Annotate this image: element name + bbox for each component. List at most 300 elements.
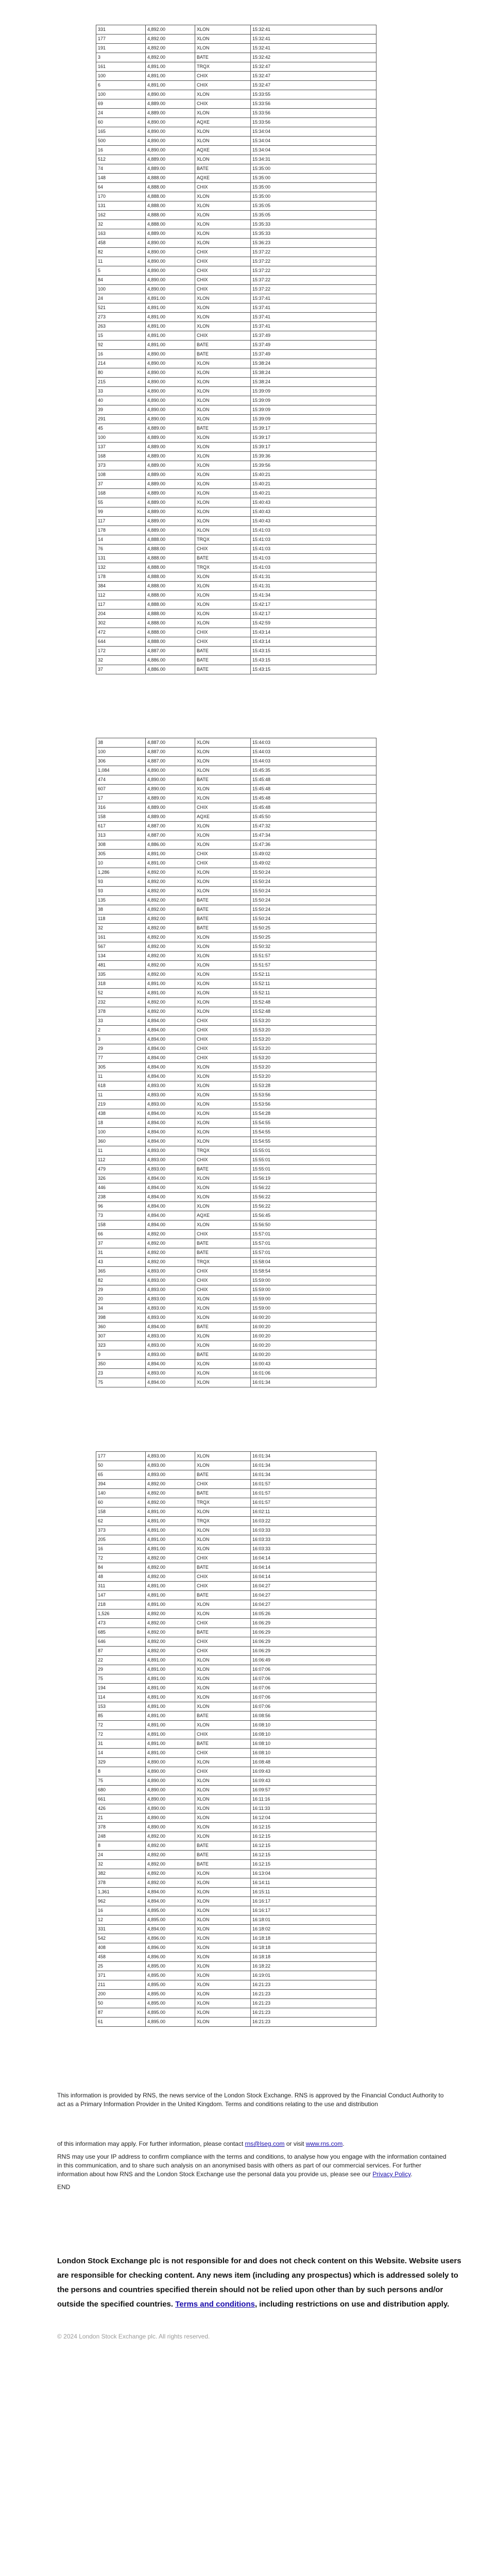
volume-cell: 38 [96, 738, 146, 748]
volume-cell: 479 [96, 1165, 146, 1174]
time-cell: 16:11:33 [251, 1804, 376, 1814]
table-row [96, 294, 376, 303]
time-cell: 15:42:59 [251, 619, 376, 628]
venue-cell: CHIX [195, 81, 251, 90]
time-cell: 15:43:15 [251, 656, 376, 665]
venue-cell: XLON [195, 1897, 251, 1906]
table-row [96, 1702, 376, 1711]
venue-cell: XLON [195, 1183, 251, 1193]
volume-cell: 72 [96, 1730, 146, 1739]
volume-cell: 92 [96, 341, 146, 350]
volume-cell: 14 [96, 535, 146, 545]
venue-cell: XLON [195, 201, 251, 211]
price-cell: 4,891.00 [146, 1749, 195, 1758]
table-row [96, 1869, 376, 1878]
table-row [96, 239, 376, 248]
venue-cell: XLON [195, 322, 251, 331]
venue-cell: BATE [195, 1860, 251, 1869]
table-row [96, 563, 376, 572]
venue-cell: XLON [195, 461, 251, 470]
price-cell: 4,894.00 [146, 1888, 195, 1897]
price-cell: 4,890.00 [146, 415, 195, 424]
table-row [96, 979, 376, 989]
time-cell: 16:03:33 [251, 1535, 376, 1545]
volume-cell: 100 [96, 72, 146, 81]
table-row [96, 415, 376, 424]
price-cell: 4,888.00 [146, 201, 195, 211]
price-cell: 4,888.00 [146, 192, 195, 201]
venue-cell: BATE [195, 350, 251, 359]
time-cell: 15:37:22 [251, 276, 376, 285]
volume-cell: 305 [96, 1063, 146, 1072]
price-cell: 4,887.00 [146, 738, 195, 748]
table-row [96, 99, 376, 109]
time-cell: 15:37:22 [251, 257, 376, 266]
time-cell: 15:39:09 [251, 396, 376, 405]
volume-cell: 326 [96, 1174, 146, 1183]
table-row [96, 1016, 376, 1026]
venue-cell: XLON [195, 1888, 251, 1897]
price-cell: 4,889.00 [146, 433, 195, 443]
price-cell: 4,889.00 [146, 470, 195, 480]
time-cell: 15:49:02 [251, 859, 376, 868]
volume-cell: 29 [96, 1044, 146, 1054]
venue-cell: CHIX [195, 99, 251, 109]
volume-cell: 302 [96, 619, 146, 628]
price-cell: 4,893.00 [146, 1461, 195, 1470]
time-cell: 16:18:01 [251, 1916, 376, 1925]
volume-cell: 100 [96, 433, 146, 443]
time-cell: 15:47:36 [251, 840, 376, 850]
volume-cell: 32 [96, 924, 146, 933]
volume-cell: 331 [96, 1925, 146, 1934]
price-cell: 4,889.00 [146, 812, 195, 822]
venue-cell: TRQX [195, 563, 251, 572]
table-row [96, 812, 376, 822]
time-cell: 15:50:24 [251, 887, 376, 896]
table-row [96, 35, 376, 44]
venue-cell: XLON [195, 1776, 251, 1786]
time-cell: 16:21:23 [251, 1999, 376, 2008]
price-cell: 4,894.00 [146, 1925, 195, 1934]
table-row [96, 628, 376, 637]
time-cell: 15:52:11 [251, 979, 376, 989]
venue-cell: XLON [195, 1128, 251, 1137]
time-cell: 16:19:01 [251, 1971, 376, 1980]
time-cell: 15:55:01 [251, 1156, 376, 1165]
volume-cell: 62 [96, 1517, 146, 1526]
venue-cell: CHIX [195, 257, 251, 266]
table-row [96, 368, 376, 378]
time-cell: 16:12:15 [251, 1860, 376, 1869]
table-row [96, 1239, 376, 1248]
price-cell: 4,887.00 [146, 831, 195, 840]
table-row [96, 775, 376, 785]
venue-cell: BATE [195, 656, 251, 665]
time-cell: 15:47:34 [251, 831, 376, 840]
venue-cell: XLON [195, 609, 251, 619]
volume-cell: 218 [96, 1600, 146, 1609]
price-cell: 4,887.00 [146, 748, 195, 757]
price-cell: 4,894.00 [146, 1128, 195, 1137]
venue-cell: XLON [195, 507, 251, 517]
table-row [96, 1378, 376, 1387]
venue-cell: XLON [195, 452, 251, 461]
price-cell: 4,891.00 [146, 1517, 195, 1526]
venue-cell: XLON [195, 1063, 251, 1072]
trades-table-1 [96, 25, 376, 674]
volume-cell: 24 [96, 109, 146, 118]
price-cell: 4,894.00 [146, 1035, 195, 1044]
table-row [96, 72, 376, 81]
time-cell: 15:54:55 [251, 1118, 376, 1128]
volume-cell: 23 [96, 1369, 146, 1378]
time-cell: 15:50:25 [251, 924, 376, 933]
venue-cell: XLON [195, 127, 251, 137]
price-cell: 4,886.00 [146, 665, 195, 674]
time-cell: 15:45:48 [251, 794, 376, 803]
volume-cell: 273 [96, 313, 146, 322]
volume-cell: 172 [96, 647, 146, 656]
table-row [96, 591, 376, 600]
venue-cell: XLON [195, 970, 251, 979]
price-cell: 4,892.00 [146, 1572, 195, 1582]
price-cell: 4,891.00 [146, 1526, 195, 1535]
volume-cell: 178 [96, 572, 146, 582]
price-cell: 4,891.00 [146, 62, 195, 72]
volume-cell: 11 [96, 1091, 146, 1100]
volume-cell: 15 [96, 331, 146, 341]
time-cell: 15:39:09 [251, 415, 376, 424]
time-cell: 16:08:48 [251, 1758, 376, 1767]
volume-cell: 308 [96, 840, 146, 850]
table-row [96, 266, 376, 276]
time-cell: 16:21:23 [251, 2018, 376, 2027]
price-cell: 4,895.00 [146, 1980, 195, 1990]
price-cell: 4,890.00 [146, 276, 195, 285]
volume-cell: 75 [96, 1674, 146, 1684]
terms-and-conditions-link[interactable]: Terms and conditions [175, 2300, 255, 2309]
price-cell: 4,890.00 [146, 1823, 195, 1832]
price-cell: 4,893.00 [146, 1267, 195, 1276]
time-cell: 16:18:18 [251, 1943, 376, 1953]
price-cell: 4,890.00 [146, 90, 195, 99]
volume-cell: 43 [96, 1258, 146, 1267]
price-cell: 4,890.00 [146, 396, 195, 405]
time-cell: 16:08:10 [251, 1721, 376, 1730]
volume-cell: 11 [96, 257, 146, 266]
table-row [96, 1674, 376, 1684]
time-cell: 15:50:25 [251, 933, 376, 942]
price-cell: 4,890.00 [146, 387, 195, 396]
venue-cell: XLON [195, 1304, 251, 1313]
price-cell: 4,891.00 [146, 1684, 195, 1693]
time-cell: 15:41:03 [251, 545, 376, 554]
venue-cell: XLON [195, 1943, 251, 1953]
price-cell: 4,894.00 [146, 1054, 195, 1063]
price-cell: 4,891.00 [146, 294, 195, 303]
price-cell: 4,892.00 [146, 914, 195, 924]
table-row [96, 1350, 376, 1360]
price-cell: 4,889.00 [146, 461, 195, 470]
venue-cell: XLON [195, 368, 251, 378]
table-row [96, 1572, 376, 1582]
table-row [96, 1517, 376, 1526]
time-cell: 15:53:20 [251, 1035, 376, 1044]
table-row [96, 1109, 376, 1118]
time-cell: 15:32:41 [251, 25, 376, 35]
price-cell: 4,892.00 [146, 1554, 195, 1563]
table-row [96, 127, 376, 137]
volume-cell: 8 [96, 1841, 146, 1851]
venue-cell: CHIX [195, 1619, 251, 1628]
table-row [96, 1758, 376, 1767]
volume-cell: 52 [96, 989, 146, 998]
price-cell: 4,893.00 [146, 1285, 195, 1295]
time-cell: 16:14:11 [251, 1878, 376, 1888]
venue-cell: XLON [195, 1934, 251, 1943]
time-cell: 16:09:43 [251, 1776, 376, 1786]
price-cell: 4,891.00 [146, 1693, 195, 1702]
table-row [96, 1193, 376, 1202]
venue-cell: XLON [195, 415, 251, 424]
time-cell: 15:33:55 [251, 90, 376, 99]
venue-cell: AQXE [195, 1211, 251, 1221]
price-cell: 4,892.00 [146, 1248, 195, 1258]
volume-cell: 291 [96, 415, 146, 424]
time-cell: 16:16:17 [251, 1906, 376, 1916]
table-row [96, 1248, 376, 1258]
time-cell: 15:40:21 [251, 489, 376, 498]
table-row [96, 1786, 376, 1795]
table-row [96, 1776, 376, 1786]
price-cell: 4,892.00 [146, 1878, 195, 1888]
time-cell: 15:33:56 [251, 109, 376, 118]
table-row [96, 1906, 376, 1916]
volume-cell: 680 [96, 1786, 146, 1795]
volume-cell: 148 [96, 174, 146, 183]
price-cell: 4,893.00 [146, 1146, 195, 1156]
venue-cell: XLON [195, 1971, 251, 1980]
volume-cell: 10 [96, 859, 146, 868]
venue-cell: BATE [195, 775, 251, 785]
privacy-policy-link[interactable]: Privacy Policy [372, 2171, 411, 2178]
venue-cell: XLON [195, 155, 251, 164]
contact-email-link[interactable]: rns@lseg.com [245, 2140, 285, 2147]
price-cell: 4,890.00 [146, 405, 195, 415]
venue-cell: XLON [195, 933, 251, 942]
volume-cell: 37 [96, 665, 146, 674]
price-cell: 4,892.00 [146, 1239, 195, 1248]
price-cell: 4,888.00 [146, 545, 195, 554]
venue-cell: TRQX [195, 535, 251, 545]
venue-cell: CHIX [195, 1647, 251, 1656]
price-cell: 4,890.00 [146, 378, 195, 387]
venue-cell: XLON [195, 1804, 251, 1814]
volume-cell: 6 [96, 81, 146, 90]
volume-cell: 382 [96, 1869, 146, 1878]
venue-cell: XLON [195, 1081, 251, 1091]
table-row [96, 443, 376, 452]
table-row [96, 998, 376, 1007]
table-row [96, 1897, 376, 1906]
volume-cell: 211 [96, 1980, 146, 1990]
volume-cell: 72 [96, 1554, 146, 1563]
table-row [96, 1480, 376, 1489]
volume-cell: 607 [96, 785, 146, 794]
volume-cell: 64 [96, 183, 146, 192]
table-row [96, 1323, 376, 1332]
venue-cell: XLON [195, 294, 251, 303]
table-row [96, 424, 376, 433]
volume-cell: 37 [96, 1239, 146, 1248]
table-row [96, 1656, 376, 1665]
venue-cell: CHIX [195, 1230, 251, 1239]
time-cell: 15:45:48 [251, 785, 376, 794]
price-cell: 4,893.00 [146, 1276, 195, 1285]
rns-website-link[interactable]: www.rns.com [305, 2140, 343, 2147]
time-cell: 15:56:45 [251, 1211, 376, 1221]
volume-cell: 168 [96, 489, 146, 498]
volume-cell: 33 [96, 1016, 146, 1026]
volume-cell: 135 [96, 896, 146, 905]
venue-cell: XLON [195, 2018, 251, 2027]
time-cell: 15:32:47 [251, 72, 376, 81]
venue-cell: BATE [195, 164, 251, 174]
venue-cell: BATE [195, 665, 251, 674]
price-cell: 4,890.00 [146, 775, 195, 785]
time-cell: 16:06:29 [251, 1637, 376, 1647]
notice-text: . [342, 2140, 345, 2147]
time-cell: 15:36:23 [251, 239, 376, 248]
volume-cell: 112 [96, 591, 146, 600]
time-cell: 16:04:14 [251, 1554, 376, 1563]
volume-cell: 335 [96, 970, 146, 979]
volume-cell: 311 [96, 1582, 146, 1591]
venue-cell: XLON [195, 1545, 251, 1554]
price-cell: 4,894.00 [146, 1211, 195, 1221]
volume-cell: 481 [96, 961, 146, 970]
time-cell: 15:58:04 [251, 1258, 376, 1267]
price-cell: 4,892.00 [146, 933, 195, 942]
table-row [96, 1211, 376, 1221]
venue-cell: BATE [195, 341, 251, 350]
time-cell: 16:00:20 [251, 1323, 376, 1332]
time-cell: 15:42:17 [251, 609, 376, 619]
price-cell: 4,890.00 [146, 137, 195, 146]
table-row [96, 313, 376, 322]
volume-cell: 82 [96, 248, 146, 257]
time-cell: 16:00:20 [251, 1332, 376, 1341]
price-cell: 4,891.00 [146, 1702, 195, 1711]
time-cell: 15:39:17 [251, 443, 376, 452]
volume-cell: 65 [96, 1470, 146, 1480]
time-cell: 16:16:17 [251, 1897, 376, 1906]
venue-cell: XLON [195, 822, 251, 831]
venue-cell: BATE [195, 914, 251, 924]
price-cell: 4,895.00 [146, 2018, 195, 2027]
volume-cell: 25 [96, 1962, 146, 1971]
venue-cell: BATE [195, 1323, 251, 1332]
time-cell: 15:37:22 [251, 285, 376, 294]
venue-cell: XLON [195, 396, 251, 405]
venue-cell: TRQX [195, 1517, 251, 1526]
time-cell: 15:39:36 [251, 452, 376, 461]
volume-cell: 37 [96, 480, 146, 489]
table-row [96, 1619, 376, 1628]
time-cell: 15:50:32 [251, 942, 376, 952]
table-row [96, 1026, 376, 1035]
table-row [96, 1489, 376, 1498]
time-cell: 16:07:06 [251, 1684, 376, 1693]
table-row [96, 192, 376, 201]
notice-paragraph-2 [57, 2140, 449, 2148]
time-cell: 16:09:43 [251, 1767, 376, 1776]
time-cell: 15:44:03 [251, 748, 376, 757]
table-row [96, 1258, 376, 1267]
venue-cell: BATE [195, 1350, 251, 1360]
volume-cell: 162 [96, 211, 146, 220]
venue-cell: BATE [195, 554, 251, 563]
table-row [96, 81, 376, 90]
volume-cell: 215 [96, 378, 146, 387]
price-cell: 4,888.00 [146, 174, 195, 183]
volume-cell: 313 [96, 831, 146, 840]
price-cell: 4,892.00 [146, 1489, 195, 1498]
time-cell: 15:53:56 [251, 1100, 376, 1109]
venue-cell: XLON [195, 1118, 251, 1128]
notice-paragraph-1: This information is provided by RNS, the news service of the London Stock Exchange. RNS is approved by the Financial Conduct Authority to act as a Primary Information Provider in the United Kingdom. Terms and conditions relating to the use and distribution [57, 2092, 444, 2108]
volume-cell: 177 [96, 1452, 146, 1461]
venue-cell: XLON [195, 25, 251, 35]
volume-cell: 99 [96, 507, 146, 517]
time-cell: 15:40:43 [251, 498, 376, 507]
table-row [96, 850, 376, 859]
price-cell: 4,892.00 [146, 25, 195, 35]
venue-cell: CHIX [195, 628, 251, 637]
table-row [96, 1934, 376, 1943]
volume-cell: 40 [96, 396, 146, 405]
venue-cell: BATE [195, 647, 251, 656]
time-cell: 16:01:34 [251, 1452, 376, 1461]
venue-cell: CHIX [195, 803, 251, 812]
volume-cell: 118 [96, 914, 146, 924]
volume-cell: 378 [96, 1007, 146, 1016]
table-row [96, 1749, 376, 1758]
price-cell: 4,892.00 [146, 1860, 195, 1869]
price-cell: 4,891.00 [146, 1730, 195, 1739]
end-marker: END [57, 2183, 71, 2191]
volume-cell: 85 [96, 1711, 146, 1721]
time-cell: 15:34:04 [251, 137, 376, 146]
price-cell: 4,888.00 [146, 637, 195, 647]
price-cell: 4,893.00 [146, 1100, 195, 1109]
price-cell: 4,891.00 [146, 979, 195, 989]
venue-cell: CHIX [195, 285, 251, 294]
venue-cell: CHIX [195, 1582, 251, 1591]
volume-cell: 378 [96, 1823, 146, 1832]
volume-cell: 962 [96, 1897, 146, 1906]
time-cell: 16:06:49 [251, 1656, 376, 1665]
price-cell: 4,892.00 [146, 887, 195, 896]
price-cell: 4,892.00 [146, 1851, 195, 1860]
table-row [96, 831, 376, 840]
venue-cell: XLON [195, 1702, 251, 1711]
venue-cell: XLON [195, 1535, 251, 1545]
price-cell: 4,888.00 [146, 535, 195, 545]
volume-cell: 48 [96, 1572, 146, 1582]
price-cell: 4,892.00 [146, 1647, 195, 1656]
